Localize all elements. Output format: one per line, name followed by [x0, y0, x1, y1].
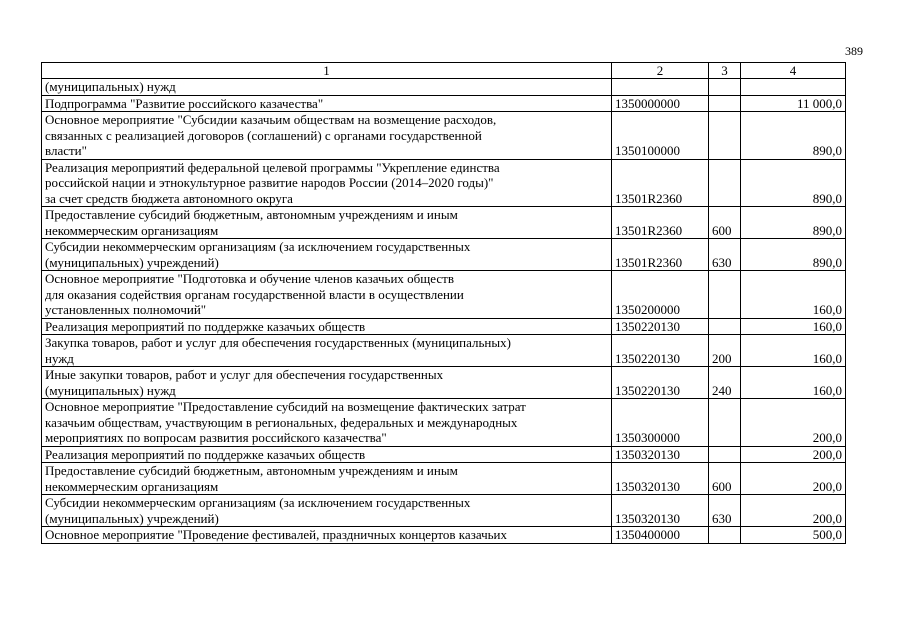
row-amount-cell: 890,0 [741, 112, 846, 160]
table-row [42, 95, 846, 112]
row-name-cell: Предоставление субсидий бюджетным, автономным учреждениям и иным некоммерческим организациям [42, 463, 612, 495]
row-name-cell: Подпрограмма "Развитие российского казачества" [42, 95, 612, 112]
header-col-1: 1 [42, 63, 612, 79]
row-name-cell: Субсидии некоммерческим организациям (за исключением государственных (муниципальных) учреждений) [42, 239, 612, 271]
table-row [42, 79, 846, 96]
row-code-cell: 13501R2360 [612, 159, 709, 207]
row-code-cell: 1350300000 [612, 399, 709, 447]
row-code-cell: 1350320130 [612, 446, 709, 463]
row-type-cell [709, 318, 741, 335]
row-code-cell: 1350220130 [612, 335, 709, 367]
row-name-cell: Реализация мероприятий по поддержке казачьих обществ [42, 318, 612, 335]
row-code-cell: 1350000000 [612, 95, 709, 112]
row-name-cell: Иные закупки товаров, работ и услуг для обеспечения государственных (муниципальных) нужд [42, 367, 612, 399]
table-row [42, 112, 846, 160]
table-row [42, 207, 846, 239]
row-amount-cell: 200,0 [741, 446, 846, 463]
header-row [42, 63, 846, 79]
row-code-cell [612, 79, 709, 96]
row-type-cell [709, 79, 741, 96]
row-amount-cell: 890,0 [741, 159, 846, 207]
row-amount-cell [741, 79, 846, 96]
row-type-cell [709, 112, 741, 160]
row-amount-cell: 200,0 [741, 495, 846, 527]
table-row [42, 271, 846, 319]
row-amount-cell: 160,0 [741, 367, 846, 399]
row-name-cell: Закупка товаров, работ и услуг для обеспечения государственных (муниципальных) нужд [42, 335, 612, 367]
row-amount-cell: 11 000,0 [741, 95, 846, 112]
table-header [42, 63, 846, 79]
row-type-cell [709, 159, 741, 207]
table-body [42, 79, 846, 544]
header-col-2: 2 [612, 63, 709, 79]
table-row [42, 159, 846, 207]
row-type-cell: 200 [709, 335, 741, 367]
row-code-cell: 1350320130 [612, 463, 709, 495]
header-col-3: 3 [709, 63, 741, 79]
row-amount-cell: 200,0 [741, 463, 846, 495]
row-name-cell: Основное мероприятие "Субсидии казачьим обществам на возмещение расходов, связанных с реализацией договоров (соглашений) с органами государственной власти" [42, 112, 612, 160]
row-amount-cell: 160,0 [741, 335, 846, 367]
row-type-cell: 240 [709, 367, 741, 399]
row-amount-cell: 200,0 [741, 399, 846, 447]
table-row [42, 446, 846, 463]
row-name-cell: Основное мероприятие "Предоставление субсидий на возмещение фактических затрат казачьим обществам, участвующим в региональных, федеральных и международных мероприятиях по вопросам развития российского казачества" [42, 399, 612, 447]
table-row [42, 399, 846, 447]
row-type-cell: 600 [709, 207, 741, 239]
row-type-cell [709, 95, 741, 112]
header-col-4: 4 [741, 63, 846, 79]
row-type-cell: 600 [709, 463, 741, 495]
row-name-cell: Субсидии некоммерческим организациям (за исключением государственных (муниципальных) учреждений) [42, 495, 612, 527]
row-name-cell: Реализация мероприятий по поддержке казачьих обществ [42, 446, 612, 463]
row-amount-cell: 500,0 [741, 527, 846, 544]
table-row [42, 495, 846, 527]
row-type-cell: 630 [709, 239, 741, 271]
table-row [42, 335, 846, 367]
row-code-cell: 1350320130 [612, 495, 709, 527]
row-name-cell: Основное мероприятие "Проведение фестивалей, праздничных концертов казачьих [42, 527, 612, 544]
row-type-cell: 630 [709, 495, 741, 527]
row-code-cell: 1350100000 [612, 112, 709, 160]
table-row [42, 527, 846, 544]
table-row [42, 367, 846, 399]
row-name-cell: Основное мероприятие "Подготовка и обучение членов казачьих обществ для оказания содействия органам государственной власти в осуществлении установленных полномочий" [42, 271, 612, 319]
row-code-cell: 1350200000 [612, 271, 709, 319]
row-type-cell [709, 271, 741, 319]
page-number: 389 [845, 44, 863, 58]
row-amount-cell: 160,0 [741, 271, 846, 319]
row-name-cell: Реализация мероприятий федеральной целевой программы "Укрепление единства российской нации и этнокультурное развитие народов России (2014–2020 годы)" за счет средств бюджета автономного округа [42, 159, 612, 207]
row-amount-cell: 890,0 [741, 239, 846, 271]
row-name-cell: (муниципальных) нужд [42, 79, 612, 96]
table-row [42, 318, 846, 335]
row-name-cell: Предоставление субсидий бюджетным, автономным учреждениям и иным некоммерческим организациям [42, 207, 612, 239]
row-type-cell [709, 446, 741, 463]
table-row [42, 463, 846, 495]
budget-table [41, 62, 846, 544]
row-amount-cell: 890,0 [741, 207, 846, 239]
table-row [42, 239, 846, 271]
row-type-cell [709, 527, 741, 544]
row-type-cell [709, 399, 741, 447]
row-code-cell: 13501R2360 [612, 207, 709, 239]
row-amount-cell: 160,0 [741, 318, 846, 335]
row-code-cell: 1350220130 [612, 367, 709, 399]
row-code-cell: 1350220130 [612, 318, 709, 335]
row-code-cell: 1350400000 [612, 527, 709, 544]
row-code-cell: 13501R2360 [612, 239, 709, 271]
